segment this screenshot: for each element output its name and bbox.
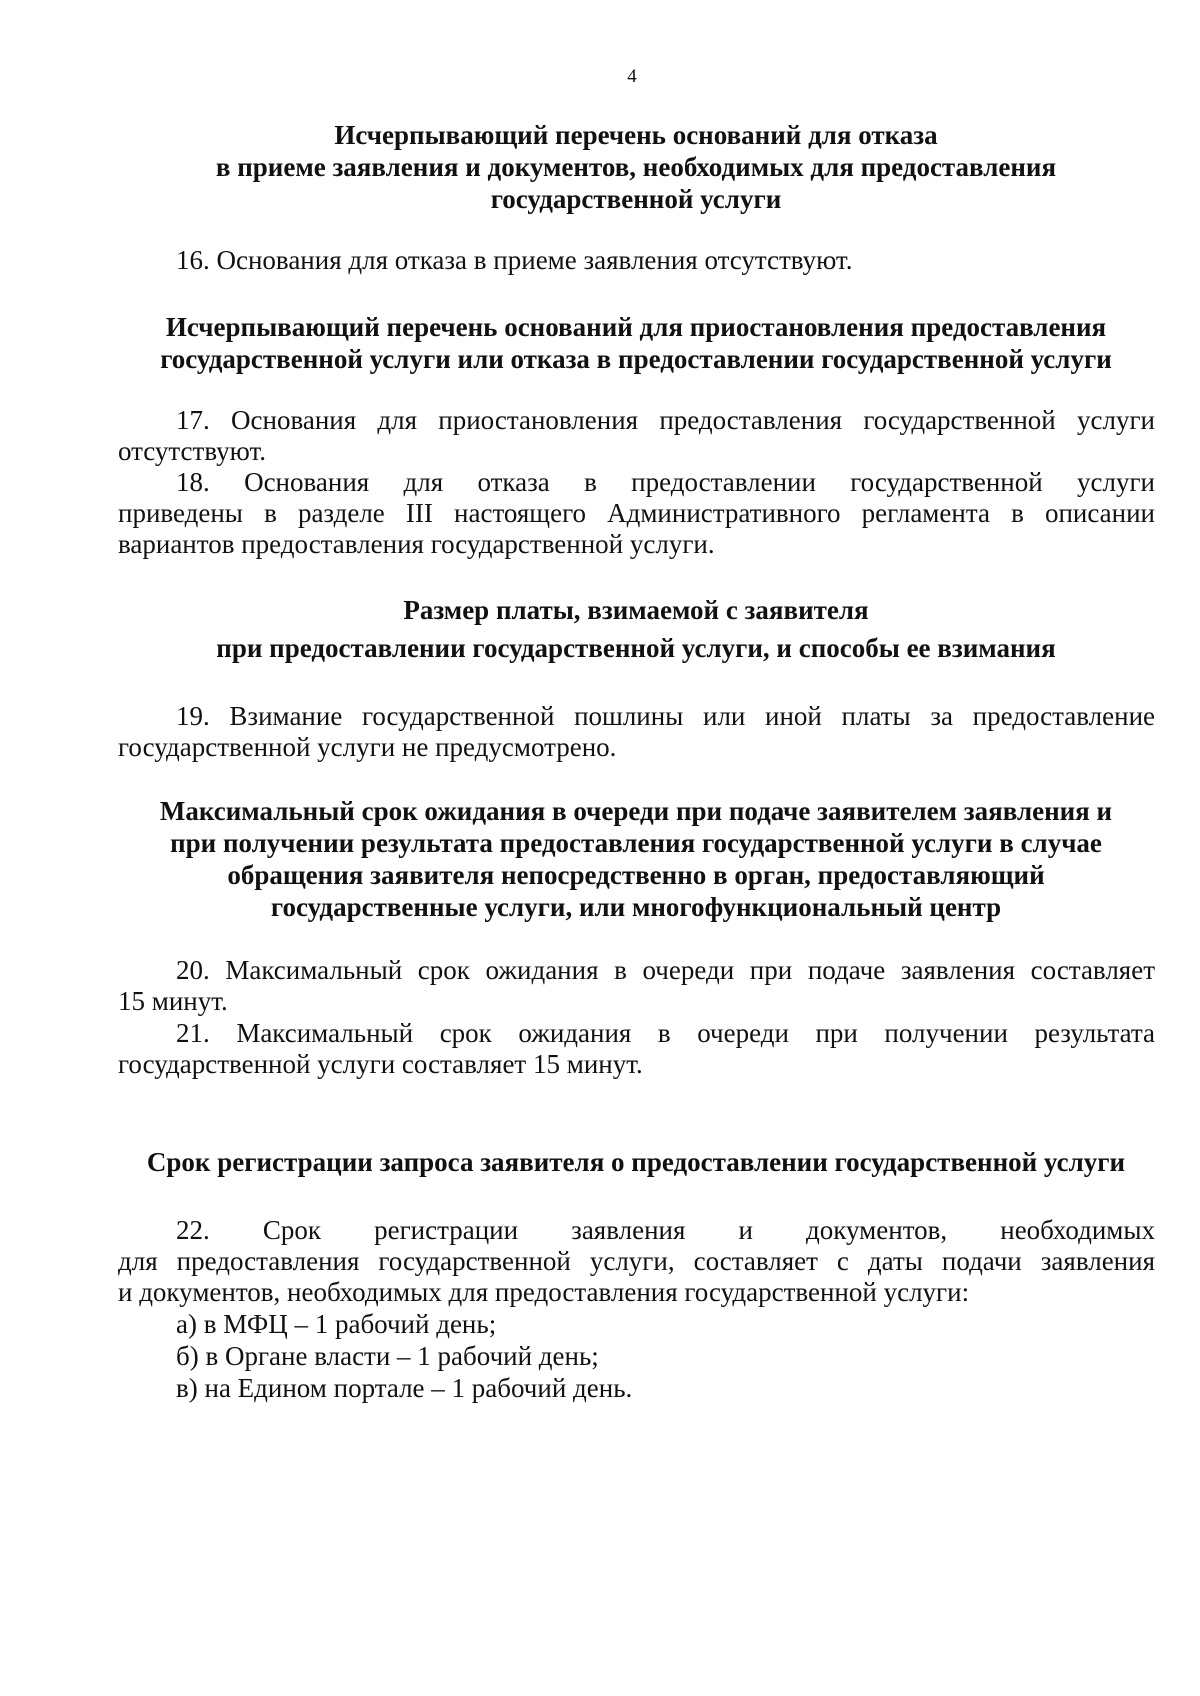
section-heading xyxy=(116,591,1156,667)
list-item: а) в МФЦ – 1 рабочий день; xyxy=(176,1309,497,1339)
paragraph-line: 22. Срок регистрации заявления и документов, необходимых xyxy=(176,1215,1155,1245)
paragraph-line: приведены в разделе III настоящего Административного регламента в описании xyxy=(118,498,1155,528)
list-item: в) на Едином портале – 1 рабочий день. xyxy=(176,1373,633,1403)
paragraph-line: 16. Основания для отказа в приеме заявления отсутствуют. xyxy=(176,245,853,275)
paragraph-line: 19. Взимание государственной пошлины или иной платы за предоставление xyxy=(176,701,1155,731)
heading-line: государственной услуги xyxy=(490,184,782,214)
paragraph-line: государственной услуги не предусмотрено. xyxy=(118,732,617,762)
paragraph-18 xyxy=(118,467,1155,560)
page-number: 4 xyxy=(627,66,637,87)
paragraph-line: и документов, необходимых для предоставления государственной услуги: xyxy=(118,1277,970,1307)
heading-line: Максимальный срок ожидания в очереди при подаче заявителем заявления и xyxy=(159,796,1113,826)
heading-line: Исчерпывающий перечень оснований для отказа xyxy=(334,120,938,150)
heading-line: в приеме заявления и документов, необходимых для предоставления xyxy=(215,152,1057,182)
heading-line: государственной услуги или отказа в предоставлении государственной услуги xyxy=(160,344,1112,374)
paragraph-line: 20. Максимальный срок ожидания в очереди при подаче заявления составляет xyxy=(176,955,1155,985)
section-heading xyxy=(116,311,1156,375)
paragraph-line: для предоставления государственной услуги, составляет с даты подачи заявления xyxy=(118,1246,1155,1276)
paragraph-line: вариантов предоставления государственной услуги. xyxy=(118,529,715,559)
list-item: б) в Органе власти – 1 рабочий день; xyxy=(176,1341,599,1371)
paragraph-21 xyxy=(118,1018,1155,1080)
heading-line: обращения заявителя непосредственно в орган, предоставляющий xyxy=(227,860,1045,890)
heading-line: Исчерпывающий перечень оснований для приостановления предоставления xyxy=(165,312,1107,342)
paragraph-line: 21. Максимальный срок ожидания в очереди при получении результата xyxy=(176,1018,1155,1048)
paragraph-line: 18. Основания для отказа в предоставлении государственной услуги xyxy=(176,467,1155,497)
heading-line: при получении результата предоставления государственной услуги в случае xyxy=(170,828,1102,858)
section-heading xyxy=(116,119,1156,215)
section-heading xyxy=(116,795,1156,923)
paragraph-22 xyxy=(118,1215,1155,1308)
section-heading xyxy=(116,1146,1156,1178)
paragraph-20 xyxy=(118,955,1155,1017)
heading-line: государственные услуги, или многофункциональный центр xyxy=(270,892,1002,922)
paragraph-19 xyxy=(118,701,1155,763)
paragraph-17 xyxy=(118,405,1155,467)
paragraph-line: государственной услуги составляет 15 минут. xyxy=(118,1049,643,1079)
heading-line: Срок регистрации запроса заявителя о предоставлении государственной услуги xyxy=(146,1147,1126,1177)
paragraph-line: 17. Основания для приостановления предоставления государственной услуги xyxy=(176,405,1155,435)
paragraph-16 xyxy=(118,245,1155,276)
heading-line: Размер платы, взимаемой с заявителя xyxy=(403,595,869,625)
paragraph-line: 15 минут. xyxy=(118,986,228,1016)
heading-line: при предоставлении государственной услуги, и способы ее взимания xyxy=(216,633,1056,663)
paragraph-line: отсутствуют. xyxy=(118,436,266,466)
